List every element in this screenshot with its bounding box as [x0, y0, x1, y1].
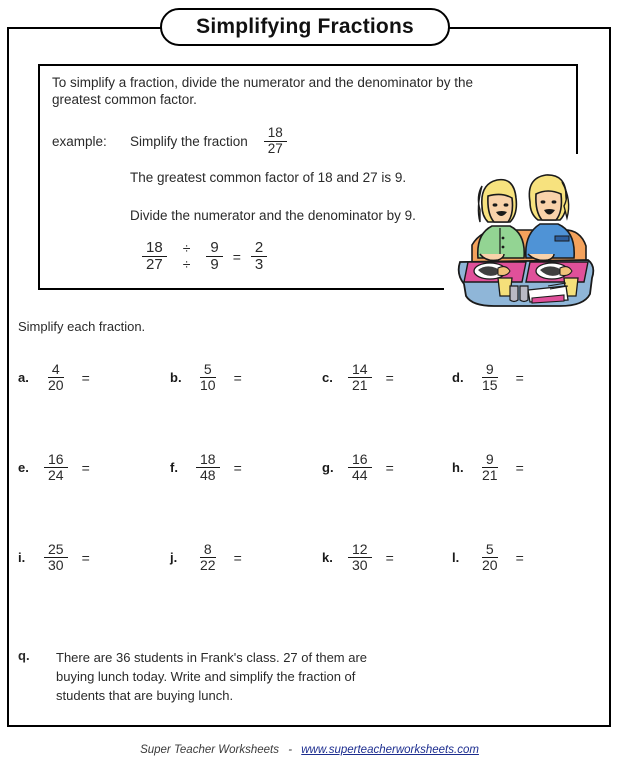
problem-b-label: b.	[170, 370, 182, 386]
worked-equation	[142, 240, 267, 273]
problem-h-denominator: 21	[482, 467, 498, 484]
problem-a-numerator: 4	[48, 362, 64, 378]
word-problem-label: q.	[18, 648, 30, 663]
problem-h	[452, 452, 524, 483]
problem-b	[170, 362, 242, 393]
problem-i-equals: =	[81, 549, 90, 566]
problem-g-denominator: 44	[352, 467, 368, 484]
problem-row	[0, 542, 619, 592]
problem-d-denominator: 15	[482, 377, 498, 394]
problem-j-numerator: 8	[200, 542, 216, 558]
example-phrase: Simplify the fraction	[130, 133, 248, 149]
problem-i-label: i.	[18, 550, 26, 566]
division-sign-stack	[183, 241, 191, 272]
problem-h-label: h.	[452, 460, 464, 476]
problem-b-equals: =	[233, 369, 242, 386]
step-gcf-text: The greatest common factor of 18 and 27 is 9.	[130, 170, 407, 185]
problem-a-denominator: 20	[48, 377, 64, 394]
equation-result-denominator: 3	[254, 256, 264, 274]
problem-f-label: f.	[170, 460, 178, 476]
example-fraction-denominator: 27	[267, 140, 283, 156]
equation-left-fraction	[142, 240, 167, 273]
problem-e-equals: =	[81, 459, 90, 476]
problem-i-numerator: 25	[44, 542, 68, 558]
problem-l-label: l.	[452, 550, 460, 566]
problem-l-equals: =	[515, 549, 524, 566]
students-eating-lunch-illustration	[452, 150, 602, 310]
footer	[0, 744, 619, 756]
equation-result-numerator: 2	[251, 240, 267, 257]
problem-f-numerator: 18	[196, 452, 220, 468]
problem-c	[322, 362, 394, 393]
problem-d-equals: =	[515, 369, 524, 386]
problem-e-label: e.	[18, 460, 29, 476]
problem-j-equals: =	[233, 549, 242, 566]
word-problem	[18, 648, 396, 705]
footer-brand: Super Teacher Worksheets	[140, 744, 279, 756]
problem-i-denominator: 30	[48, 557, 64, 574]
equation-left-numerator: 18	[142, 240, 167, 257]
problem-h-equals: =	[515, 459, 524, 476]
problem-a-fraction	[44, 362, 68, 393]
problem-e-denominator: 24	[48, 467, 64, 484]
problem-e	[18, 452, 90, 483]
problem-h-fraction	[478, 452, 502, 483]
problem-d-numerator: 9	[482, 362, 498, 378]
problem-h-numerator: 9	[482, 452, 498, 468]
problem-k	[322, 542, 394, 573]
problem-row	[0, 362, 619, 412]
page-title-text: Simplifying Fractions	[196, 15, 414, 38]
equation-divisor-fraction	[206, 240, 222, 273]
instruction-box-right-border	[576, 64, 578, 154]
footer-separator: -	[288, 744, 293, 756]
step-divide-text: Divide the numerator and the denominator by 9.	[130, 208, 416, 223]
problem-c-fraction	[348, 362, 372, 393]
problem-j	[170, 542, 242, 573]
example-label: example:	[52, 133, 107, 149]
problem-c-label: c.	[322, 370, 333, 386]
problem-k-numerator: 12	[348, 542, 372, 558]
division-sign-top: ÷	[182, 240, 191, 257]
problem-k-equals: =	[385, 549, 394, 566]
instruction-box-left-border	[38, 64, 40, 290]
problem-c-denominator: 21	[352, 377, 368, 394]
problem-b-fraction	[196, 362, 220, 393]
division-sign-bottom: ÷	[182, 255, 191, 272]
example-fraction	[264, 126, 287, 156]
instruction-box-bottom-border	[38, 288, 444, 290]
footer-website-link[interactable]: www.superteacherworksheets.com	[301, 744, 479, 756]
problem-j-fraction	[196, 542, 220, 573]
problem-e-fraction	[44, 452, 68, 483]
equation-divisor-numerator: 9	[206, 240, 222, 257]
problem-g-label: g.	[322, 460, 334, 476]
problem-a	[18, 362, 90, 393]
problem-k-fraction	[348, 542, 372, 573]
problem-f-equals: =	[233, 459, 242, 476]
equation-equals-sign: =	[232, 248, 241, 265]
problem-c-numerator: 14	[348, 362, 372, 378]
problem-g-equals: =	[385, 459, 394, 476]
problem-f	[170, 452, 242, 483]
problem-i-fraction	[44, 542, 68, 573]
problem-l	[452, 542, 524, 573]
problem-l-denominator: 20	[482, 557, 498, 574]
problem-j-label: j.	[170, 550, 178, 566]
instruction-box-top-border	[38, 64, 578, 66]
problem-d-label: d.	[452, 370, 464, 386]
problem-d-fraction	[478, 362, 502, 393]
problem-l-numerator: 5	[482, 542, 498, 558]
problem-f-denominator: 48	[200, 467, 216, 484]
problem-j-denominator: 22	[200, 557, 216, 574]
problem-g	[322, 452, 394, 483]
problem-a-equals: =	[81, 369, 90, 386]
equation-result-fraction	[251, 240, 267, 273]
problem-l-fraction	[478, 542, 502, 573]
problem-row	[0, 452, 619, 502]
problem-b-denominator: 10	[200, 377, 216, 394]
example-row	[52, 126, 287, 156]
problem-f-fraction	[196, 452, 220, 483]
problem-e-numerator: 16	[44, 452, 68, 468]
problem-k-denominator: 30	[352, 557, 368, 574]
problem-g-fraction	[348, 452, 372, 483]
problem-g-numerator: 16	[348, 452, 372, 468]
directions-text: Simplify each fraction.	[18, 319, 146, 334]
word-problem-text: There are 36 students in Frank's class. 27 of them are buying lunch today. Write and simplify the fraction of students that are buying lunch.	[56, 650, 368, 703]
page-title	[160, 8, 450, 46]
problem-k-label: k.	[322, 550, 333, 566]
equation-left-denominator: 27	[146, 256, 163, 274]
problem-d	[452, 362, 524, 393]
problem-a-label: a.	[18, 370, 29, 386]
equation-divisor-denominator: 9	[210, 256, 219, 274]
instruction-intro-text: To simplify a fraction, divide the numerator and the denominator by the greatest common factor.	[52, 75, 473, 107]
instruction-intro	[52, 74, 552, 108]
problem-b-numerator: 5	[200, 362, 216, 378]
example-fraction-numerator: 18	[264, 126, 287, 142]
problem-i	[18, 542, 90, 573]
problem-c-equals: =	[385, 369, 394, 386]
